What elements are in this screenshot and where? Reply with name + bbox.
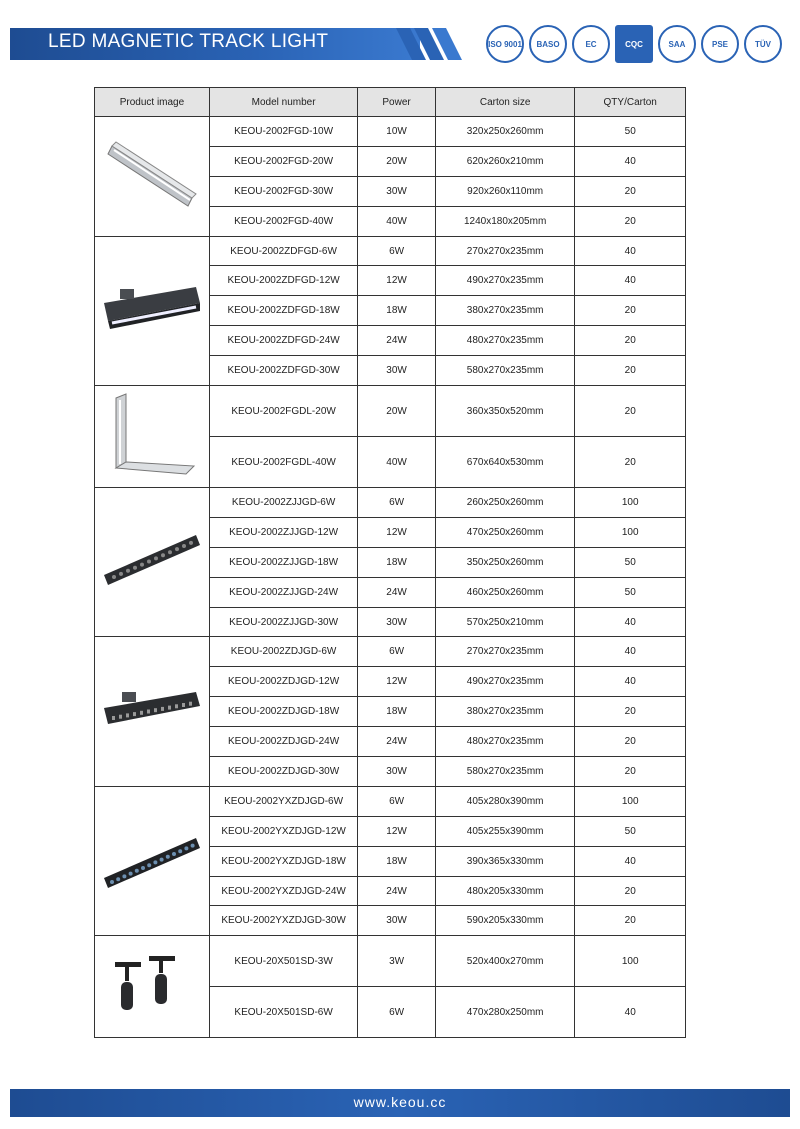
carton-size-cell: 460x250x260mm	[435, 577, 575, 607]
table-row	[95, 637, 686, 667]
carton-size-cell: 480x270x235mm	[435, 727, 575, 757]
carton-size-cell: 490x270x235mm	[435, 266, 575, 296]
power-cell: 18W	[358, 846, 436, 876]
header-carton-size: Carton size	[435, 88, 575, 117]
carton-size-cell: 620x260x210mm	[435, 146, 575, 176]
carton-size-cell: 590x205x330mm	[435, 906, 575, 936]
carton-size-cell: 490x270x235mm	[435, 667, 575, 697]
model-number-cell: KEOU-2002FGDL-20W	[209, 386, 357, 437]
power-cell: 20W	[358, 146, 436, 176]
qty-carton-cell: 20	[575, 326, 686, 356]
model-number-cell: KEOU-2002FGD-30W	[209, 176, 357, 206]
power-cell: 12W	[358, 517, 436, 547]
model-number-cell: KEOU-20X501SD-3W	[209, 936, 357, 987]
folding-flood-track-light-image	[95, 236, 210, 385]
model-number-cell: KEOU-2002ZJJGD-18W	[209, 547, 357, 577]
table-row	[95, 117, 686, 147]
carton-size-cell: 390x365x330mm	[435, 846, 575, 876]
qty-carton-cell: 100	[575, 936, 686, 987]
carton-size-cell: 380x270x235mm	[435, 296, 575, 326]
qty-carton-cell: 20	[575, 437, 686, 488]
header-stripes-decoration	[396, 28, 476, 60]
qty-carton-cell: 40	[575, 146, 686, 176]
carton-size-cell: 480x205x330mm	[435, 876, 575, 906]
power-cell: 10W	[358, 117, 436, 147]
power-cell: 18W	[358, 296, 436, 326]
page-title: LED MAGNETIC TRACK LIGHT	[48, 31, 329, 52]
carton-size-cell: 520x400x270mm	[435, 936, 575, 987]
model-number-cell: KEOU-2002FGDL-40W	[209, 437, 357, 488]
model-number-cell: KEOU-2002ZJJGD-24W	[209, 577, 357, 607]
model-number-cell: KEOU-2002YXZDJGD-12W	[209, 816, 357, 846]
power-cell: 30W	[358, 176, 436, 206]
footer-bar	[10, 1089, 790, 1117]
ec-logo: EC	[572, 25, 610, 63]
model-number-cell: KEOU-2002ZDJGD-18W	[209, 697, 357, 727]
carton-size-cell: 920x260x110mm	[435, 176, 575, 206]
header-model-number: Model number	[209, 88, 357, 117]
carton-size-cell: 260x250x260mm	[435, 488, 575, 518]
qty-carton-cell: 20	[575, 356, 686, 386]
power-cell: 18W	[358, 547, 436, 577]
spec-table	[94, 87, 686, 1038]
model-number-cell: KEOU-2002FGD-10W	[209, 117, 357, 147]
power-cell: 6W	[358, 236, 436, 266]
carton-size-cell: 480x270x235mm	[435, 326, 575, 356]
qty-carton-cell: 20	[575, 176, 686, 206]
qty-carton-cell: 40	[575, 637, 686, 667]
model-number-cell: KEOU-2002ZDFGD-30W	[209, 356, 357, 386]
carton-size-cell: 670x640x530mm	[435, 437, 575, 488]
model-number-cell: KEOU-2002ZDJGD-6W	[209, 637, 357, 667]
power-cell: 6W	[358, 786, 436, 816]
qty-carton-cell: 40	[575, 607, 686, 637]
model-number-cell: KEOU-2002ZDJGD-24W	[209, 727, 357, 757]
power-cell: 6W	[358, 637, 436, 667]
power-cell: 18W	[358, 697, 436, 727]
qty-carton-cell: 50	[575, 547, 686, 577]
model-number-cell: KEOU-20X501SD-6W	[209, 987, 357, 1038]
qty-carton-cell: 20	[575, 727, 686, 757]
qty-carton-cell: 20	[575, 757, 686, 787]
spot-track-light-image	[95, 936, 210, 1038]
table-row	[95, 786, 686, 816]
certification-logos	[486, 20, 782, 68]
carton-size-cell: 580x270x235mm	[435, 757, 575, 787]
power-cell: 40W	[358, 437, 436, 488]
saa-logo: SAA	[658, 25, 696, 63]
power-cell: 24W	[358, 326, 436, 356]
table-header-row	[95, 88, 686, 117]
tuv-logo: TÜV	[744, 25, 782, 63]
model-number-cell: KEOU-2002ZJJGD-12W	[209, 517, 357, 547]
cqc-logo: CQC	[615, 25, 653, 63]
model-number-cell: KEOU-2002ZDFGD-24W	[209, 326, 357, 356]
carton-size-cell: 320x250x260mm	[435, 117, 575, 147]
model-number-cell: KEOU-2002ZJJGD-30W	[209, 607, 357, 637]
linear-track-light-image	[95, 117, 210, 237]
header-product-image: Product image	[95, 88, 210, 117]
power-cell: 30W	[358, 607, 436, 637]
corner-track-light-image	[95, 386, 210, 488]
model-number-cell: KEOU-2002YXZDJGD-18W	[209, 846, 357, 876]
model-number-cell: KEOU-2002ZDJGD-12W	[209, 667, 357, 697]
table-row	[95, 236, 686, 266]
qty-carton-cell: 40	[575, 846, 686, 876]
carton-size-cell: 470x280x250mm	[435, 987, 575, 1038]
power-cell: 30W	[358, 757, 436, 787]
power-cell: 3W	[358, 936, 436, 987]
qty-carton-cell: 20	[575, 206, 686, 236]
folding-grille-track-light-image	[95, 637, 210, 786]
model-number-cell: KEOU-2002ZJJGD-6W	[209, 488, 357, 518]
qty-carton-cell: 20	[575, 906, 686, 936]
iso-9001-logo: ISO 9001	[486, 25, 524, 63]
footer-url: www.keou.cc	[353, 1094, 447, 1110]
carton-size-cell: 405x280x390mm	[435, 786, 575, 816]
model-number-cell: KEOU-2002ZDFGD-6W	[209, 236, 357, 266]
pse-logo: PSE	[701, 25, 739, 63]
carton-size-cell: 580x270x235mm	[435, 356, 575, 386]
power-cell: 24W	[358, 577, 436, 607]
grille-track-light-image	[95, 488, 210, 637]
model-number-cell: KEOU-2002YXZDJGD-6W	[209, 786, 357, 816]
carton-size-cell: 270x270x235mm	[435, 236, 575, 266]
power-cell: 30W	[358, 356, 436, 386]
qty-carton-cell: 40	[575, 667, 686, 697]
carton-size-cell: 350x250x260mm	[435, 547, 575, 577]
model-number-cell: KEOU-2002FGD-20W	[209, 146, 357, 176]
power-cell: 12W	[358, 816, 436, 846]
qty-carton-cell: 20	[575, 876, 686, 906]
power-cell: 24W	[358, 876, 436, 906]
model-number-cell: KEOU-2002YXZDJGD-24W	[209, 876, 357, 906]
power-cell: 24W	[358, 727, 436, 757]
header-qty-carton: QTY/Carton	[575, 88, 686, 117]
qty-carton-cell: 100	[575, 488, 686, 518]
baso-logo: BASO	[529, 25, 567, 63]
qty-carton-cell: 100	[575, 517, 686, 547]
qty-carton-cell: 20	[575, 386, 686, 437]
qty-carton-cell: 40	[575, 987, 686, 1038]
table-row	[95, 936, 686, 987]
model-number-cell: KEOU-2002ZDFGD-18W	[209, 296, 357, 326]
table-row	[95, 488, 686, 518]
header-power: Power	[358, 88, 436, 117]
power-cell: 6W	[358, 488, 436, 518]
power-cell: 6W	[358, 987, 436, 1038]
model-number-cell: KEOU-2002ZDJGD-30W	[209, 757, 357, 787]
qty-carton-cell: 50	[575, 117, 686, 147]
power-cell: 40W	[358, 206, 436, 236]
qty-carton-cell: 20	[575, 697, 686, 727]
carton-size-cell: 380x270x235mm	[435, 697, 575, 727]
model-number-cell: KEOU-2002FGD-40W	[209, 206, 357, 236]
model-number-cell: KEOU-2002ZDFGD-12W	[209, 266, 357, 296]
dot-grille-track-light-image	[95, 786, 210, 935]
qty-carton-cell: 50	[575, 816, 686, 846]
qty-carton-cell: 20	[575, 296, 686, 326]
qty-carton-cell: 50	[575, 577, 686, 607]
carton-size-cell: 360x350x520mm	[435, 386, 575, 437]
table-row	[95, 386, 686, 437]
qty-carton-cell: 40	[575, 236, 686, 266]
model-number-cell: KEOU-2002YXZDJGD-30W	[209, 906, 357, 936]
carton-size-cell: 270x270x235mm	[435, 637, 575, 667]
header-bar	[10, 28, 420, 60]
qty-carton-cell: 100	[575, 786, 686, 816]
carton-size-cell: 1240x180x205mm	[435, 206, 575, 236]
power-cell: 20W	[358, 386, 436, 437]
carton-size-cell: 405x255x390mm	[435, 816, 575, 846]
carton-size-cell: 570x250x210mm	[435, 607, 575, 637]
power-cell: 12W	[358, 667, 436, 697]
carton-size-cell: 470x250x260mm	[435, 517, 575, 547]
power-cell: 30W	[358, 906, 436, 936]
qty-carton-cell: 40	[575, 266, 686, 296]
power-cell: 12W	[358, 266, 436, 296]
